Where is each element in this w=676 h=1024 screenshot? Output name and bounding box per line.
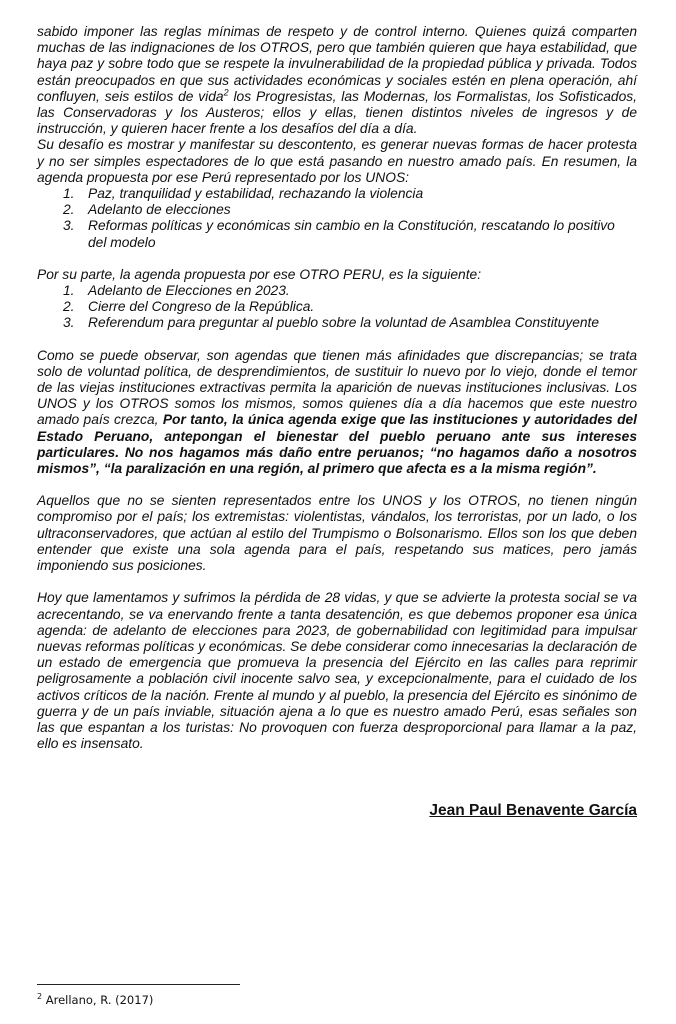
list-number: 3. xyxy=(63,218,75,234)
list-number: 2. xyxy=(63,299,75,315)
unos-agenda-list xyxy=(37,186,637,251)
paragraph-intro xyxy=(37,24,637,137)
spacer xyxy=(37,332,637,348)
list-item xyxy=(37,186,637,202)
spacer xyxy=(37,477,637,493)
footnote-text: Arellano, R. (2017) xyxy=(42,993,154,1007)
footnote-marker: 2 xyxy=(37,992,43,1002)
paragraph-lamentamos: Hoy que lamentamos y sufrimos la pérdida de 28 vidas, y que se advierte la protesta social se va acrecentando, se va enervando frente a tanta desatención, es que debemos proponer esa única agenda: de adelanto de elecciones para 2023, de gobernabilidad con legitimidad para impulsar nuevas reformas políticas y económicas. Se debe considerar como innecesarias la declaración de un estado de emergencia que promueva la presencia del Ejército en las calles para reprimir peligrosamente a población civil inocente salvo sea, y excepcionalmente, para el cuidado de los activos críticos de la nación. Frente al mundo y al pueblo, la presencia del Ejército es sinónimo de guerra y de un país inviable, situación ajena a lo que es nuestro amado Perú, esas señales son las que espantan a los turistas: No provoquen con fuerza desproporcional para llamar a la paz, ello es insensato. xyxy=(37,590,637,752)
paragraph-afinidades xyxy=(37,348,637,478)
footnote xyxy=(37,993,153,1007)
list-number: 1. xyxy=(63,283,75,299)
spacer xyxy=(37,574,637,590)
list-text: Adelanto de elecciones xyxy=(88,202,231,218)
list-text: Referendum para preguntar al pueblo sobre la voluntad de Asamblea Constituyente xyxy=(88,315,600,331)
intro-text-b: los Progresistas, las Modernas, los Formalistas, los Sofisticados, las Conservadoras y los Austeros; ellos y ellas, tienen distintos niveles de ingresos y de instrucción, y quieren hacer frente a los desafíos del día a día. xyxy=(37,88,637,137)
paragraph-desafio: Su desafío es mostrar y manifestar su descontento, es generar nuevas formas de hacer protesta y no ser simples espectadores de lo que está pasando en nuestro amado país. En resumen, la agenda propuesta por ese Perú representado por los UNOS: xyxy=(37,137,637,185)
list-item xyxy=(37,218,637,250)
list-text: Cierre del Congreso de la República. xyxy=(88,299,315,315)
footnote-divider xyxy=(37,984,240,985)
list-item xyxy=(37,202,637,218)
list-number: 2. xyxy=(63,202,75,218)
paragraph-otro-intro: Por su parte, la agenda propuesta por ese OTRO PERU, es la siguiente: xyxy=(37,266,482,282)
otro-agenda-list xyxy=(37,283,637,332)
afinidades-text: Como se puede observar, son agendas que tienen más afinidades que discrepancias; se trata solo de voluntad política, de desprendimientos, de sustituir lo nuevo por lo viejo, donde el temor de las viejas instituciones extractivas permita la aparición de nuevas instituciones inclusivas. Los UNOS y los OTROS somos los mismos, somos quienes día a día hacemos que este nuestro amado país crezca, xyxy=(37,347,637,428)
list-text: Paz, tranquilidad y estabilidad, rechazando la violencia xyxy=(88,186,424,202)
list-number: 1. xyxy=(63,186,75,202)
list-item xyxy=(37,315,637,331)
footnote-ref: 2 xyxy=(223,87,229,98)
intro-text-a: sabido imponer las reglas mínimas de respeto y de control interno. Quienes quizá comparten muchas de las indignaciones de los OTROS, pero que también quieren que haya estabilidad, que haya paz y sobre todo que se respete la invulnerabilidad de la propiedad pública y privada. Todos están preocupados en que sus actividades económicas y sociales estén en plena operación, ahí confluyen, seis estilos de vida xyxy=(37,24,637,104)
spacer xyxy=(37,251,637,267)
afinidades-bold-text: Por tanto, la única agenda exige que las instituciones y autoridades del Estado Peruano, antepongan el bienestar del pueblo peruano ante sus intereses particulares. No nos hagamos más daño entre peruanos; “no hagamos daño a nosotros mismos”, “la paralización en una región, al primero que afecta es a la misma región”. xyxy=(37,412,638,477)
list-text: Adelanto de Elecciones en 2023. xyxy=(88,283,290,299)
author-signature: Jean Paul Benavente García xyxy=(429,802,637,819)
list-item xyxy=(37,299,637,315)
list-text: Reformas políticas y económicas sin cambio en la Constitución, rescatando lo positivo del modelo xyxy=(88,218,615,250)
paragraph-extremistas: Aquellos que no se sienten representados entre los UNOS y los OTROS, no tienen ningún compromiso por el país; los extremistas: violentistas, vándalos, los terroristas, por un lado, o los ultraconservadores, que actúan al estilo del Trumpismo o Bolsonarismo. Ellos son los que deben entender que existe una sola agenda para el país, respetando sus matices, pero jamás imponiendo sus posiciones. xyxy=(37,493,637,574)
list-item xyxy=(37,283,637,299)
list-number: 3. xyxy=(63,315,75,331)
document-body xyxy=(37,24,637,752)
